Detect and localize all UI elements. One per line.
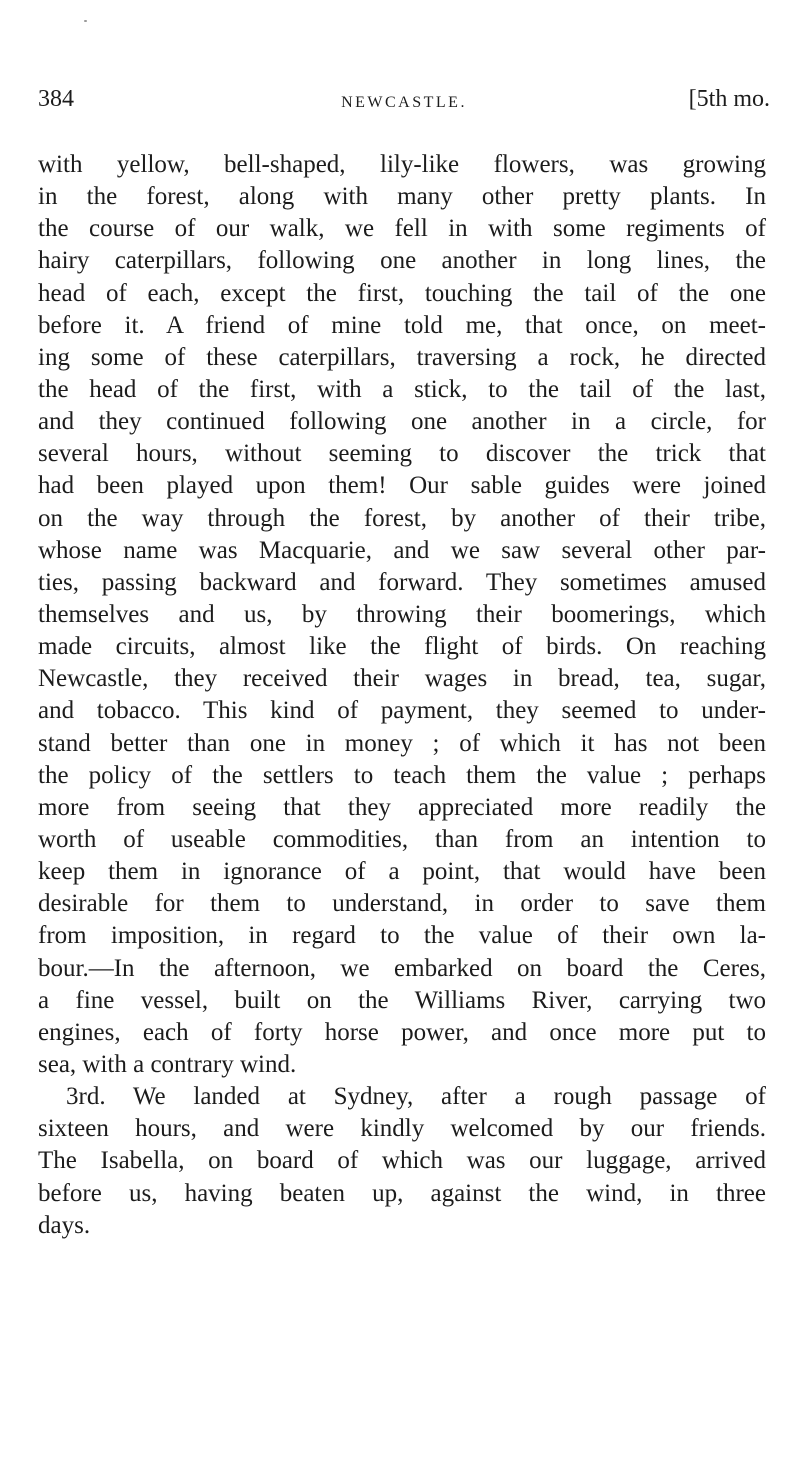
text-line: had been played upon them! Our sable guides were joined [38, 472, 766, 500]
paragraph-first-line: 3rd. We landed at Sydney, after a rough passage of [66, 1083, 766, 1111]
text-line: more from seeing that they appreciated more readily the [38, 793, 766, 821]
text-line: The Isabella, on board of which was our luggage, arrived [38, 1147, 766, 1175]
text-line: whose name was Macquarie, and we saw several other par- [38, 536, 766, 564]
page-number: 384 [38, 86, 74, 112]
text-line: stand better than one in money ; of which it has not been [38, 729, 766, 757]
body-text [38, 149, 766, 1242]
text-line: before us, having beaten up, against the wind, in three [38, 1179, 766, 1207]
text-line: and they continued following one another in a circle, for [38, 408, 766, 436]
paragraph-last-line: days. [38, 1211, 91, 1239]
text-line: engines, each of forty horse power, and once more put to [38, 1018, 766, 1046]
text-line: ties, passing backward and forward. They sometimes amused [38, 568, 766, 596]
text-line: made circuits, almost like the flight of birds. On reaching [38, 633, 766, 661]
text-line: the course of our walk, we fell in with some regiments of [38, 215, 766, 243]
text-line: a fine vessel, built on the Williams River, carrying two [38, 986, 766, 1014]
text-line: worth of useable commodities, than from an intention to [38, 825, 766, 853]
text-line: the head of the first, with a stick, to the tail of the last, [38, 375, 766, 403]
text-line: Newcastle, they received their wages in bread, tea, sugar, [38, 665, 766, 693]
text-line: head of each, except the first, touching the tail of the one [38, 279, 766, 307]
running-head: NEWCASTLE. [341, 94, 467, 111]
page-header [38, 86, 770, 126]
text-line: desirable for them to understand, in order to save them [38, 890, 766, 918]
month-marker: [5th mo. [688, 86, 770, 112]
text-line: on the way through the forest, by another of their tribe, [38, 504, 766, 532]
paper-speck [84, 20, 87, 22]
text-line: several hours, without seeming to discover the trick that [38, 440, 766, 468]
text-line: keep them in ignorance of a point, that would have been [38, 858, 766, 886]
text-line: and tobacco. This kind of payment, they seemed to under- [38, 697, 766, 725]
text-line: hairy caterpillars, following one another in long lines, the [38, 247, 766, 275]
text-line: from imposition, in regard to the value of their own la- [38, 922, 766, 950]
paragraph-last-line: sea, with a contrary wind. [38, 1050, 297, 1078]
text-line: sixteen hours, and were kindly welcomed by our friends. [38, 1115, 766, 1143]
text-line: before it. A friend of mine told me, that once, on meet- [38, 311, 766, 339]
text-line: themselves and us, by throwing their boomerings, which [38, 600, 766, 628]
text-line: bour.—In the afternoon, we embarked on board the Ceres, [38, 954, 766, 982]
text-line: with yellow, bell-shaped, lily-like flowers, was growing [38, 151, 766, 178]
text-line: ing some of these caterpillars, traversing a rock, he directed [38, 343, 766, 371]
text-line: the policy of the settlers to teach them the value ; perhaps [38, 761, 766, 789]
text-line: in the forest, along with many other pretty plants. In [38, 183, 766, 211]
